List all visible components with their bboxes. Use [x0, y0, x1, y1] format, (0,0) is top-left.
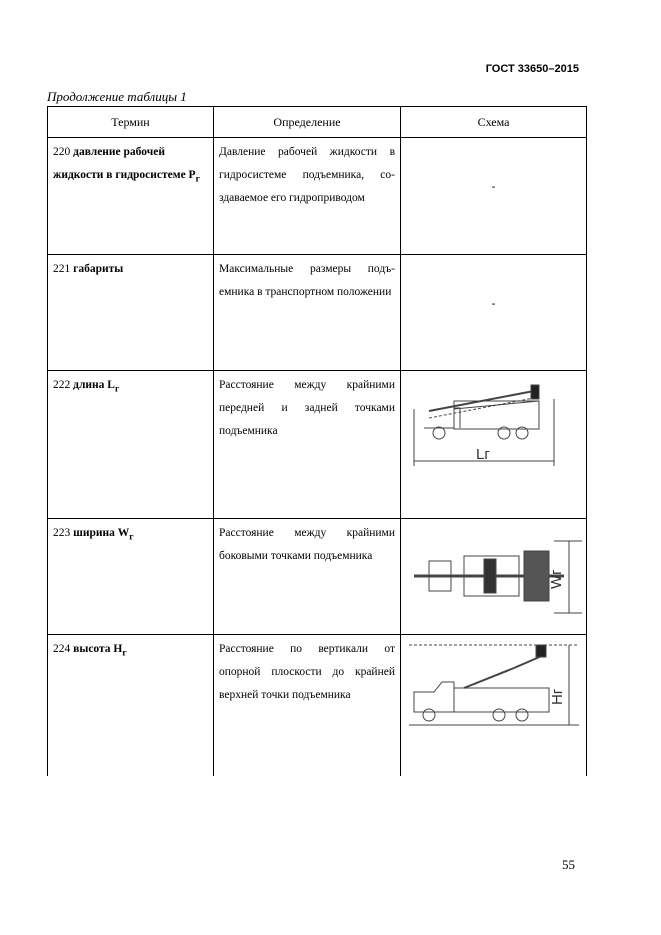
table-continuation-label: Продолжение таблицы 1 [47, 89, 187, 104]
table-row [48, 635, 587, 777]
table-row [48, 255, 587, 371]
term-cell [48, 519, 214, 635]
term-number: 222 [53, 379, 71, 391]
definition-cell [214, 371, 401, 519]
schema-label: Lг [475, 446, 490, 463]
definition-cell [214, 635, 401, 777]
definition-text: Расстояние по вертикали от опорной плоскости до крайней верхней точки подъемника [219, 643, 395, 701]
table-row [48, 519, 587, 635]
term-number: 220 [53, 146, 71, 158]
schema-dash: - [491, 298, 496, 310]
term-cell [48, 371, 214, 519]
schema-cell [401, 635, 587, 777]
column-header-term: Термин [48, 107, 214, 138]
term-name: габариты [73, 263, 124, 275]
lift-height-diagram [404, 640, 584, 740]
definition-cell [214, 519, 401, 635]
schema-cell [401, 255, 587, 371]
term-cell [48, 255, 214, 371]
page-number: 55 [562, 857, 575, 872]
term-subscript: г [195, 173, 200, 185]
term-subscript: г [129, 531, 134, 543]
table-header-row [48, 107, 587, 138]
terms-table [47, 106, 587, 776]
term-name: ширина W [73, 527, 130, 539]
schema-cell [401, 519, 587, 635]
definition-cell [214, 138, 401, 255]
term-cell [48, 635, 214, 777]
term-name: длина L [73, 379, 115, 391]
table-row [48, 371, 587, 519]
definition-text: Расстояние между крайними передней и задней точками подъемника [219, 379, 395, 437]
definition-text: Расстояние между крайними боковыми точками подъемника [219, 527, 395, 562]
schema-label: Wг [547, 569, 565, 589]
term-number: 224 [53, 643, 71, 655]
standard-code: ГОСТ 33650–2015 [485, 63, 579, 75]
lift-length-diagram [404, 371, 584, 481]
column-header-schema: Схема [401, 107, 587, 138]
lift-width-diagram [404, 531, 584, 621]
table-row [48, 138, 587, 255]
column-header-definition: Определение [214, 107, 401, 138]
term-subscript: г [114, 383, 120, 395]
schema-dash: - [491, 181, 496, 193]
schema-cell [401, 371, 587, 519]
term-cell [48, 138, 214, 255]
schema-cell [401, 138, 587, 255]
definition-text: Максимальные размеры подъемника в транспортном положении [219, 263, 395, 298]
term-name: высота H [73, 643, 123, 655]
definition-cell [214, 255, 401, 371]
term-number: 221 [53, 263, 71, 275]
schema-label: Hг [548, 688, 566, 705]
term-number: 223 [53, 527, 71, 539]
definition-text: Давление рабочей жидкости в гидросистеме подъемника, создаваемое его гидроприводом [219, 146, 395, 204]
term-name: давление рабочей жидкости в гидросистеме P [53, 146, 196, 181]
term-subscript: г [122, 647, 127, 659]
